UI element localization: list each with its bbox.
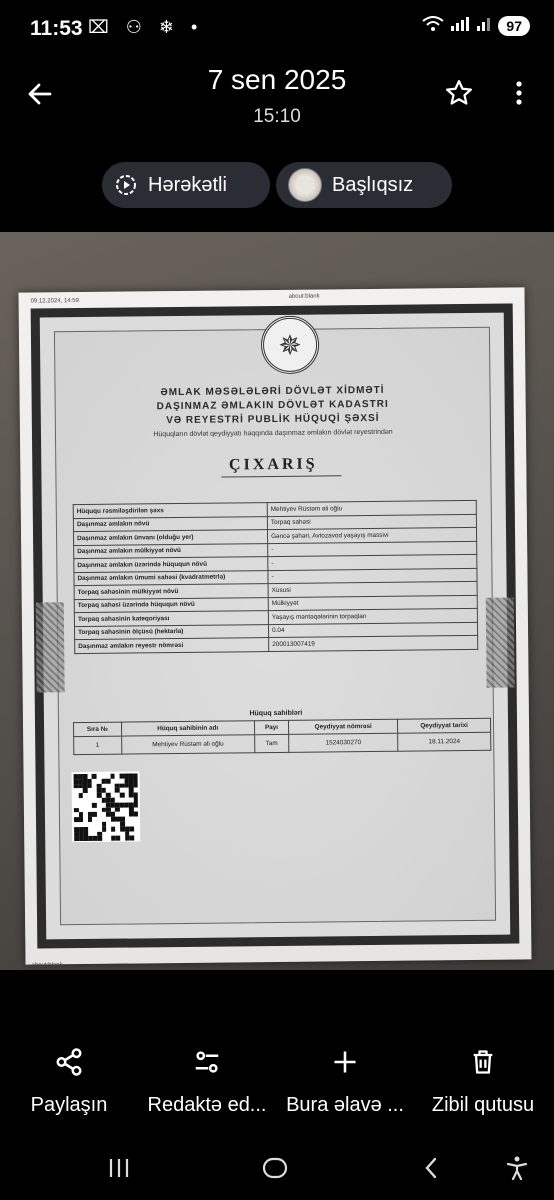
wifi-icon (422, 16, 444, 36)
qr-module (92, 803, 97, 808)
qr-code (72, 771, 141, 842)
owners-title: Hüquq sahibləri (249, 709, 303, 718)
album-chip-label: Başlıqsız (332, 173, 414, 196)
qr-module (129, 826, 134, 831)
print-source: about:blank (288, 293, 320, 300)
document-paper (18, 287, 531, 969)
qr-module (111, 826, 116, 831)
footer-source: about:blank (31, 962, 63, 969)
qr-module (79, 817, 84, 822)
org-line-2: DAŞINMAZ ƏMLAKIN DÖVLƏT KADASTRI (156, 398, 389, 413)
row-label: Daşınmaz əmlakın ünvanı (olduğu yer) (74, 530, 268, 546)
qr-module (97, 836, 102, 841)
qr-module (102, 827, 107, 832)
row-label: Torpaq sahəsi üzərində hüququn növü (74, 597, 268, 613)
top-bar (0, 58, 554, 148)
motion-chip[interactable] (102, 162, 270, 208)
row-label: Torpaq sahəsinin ölçüsü (hektarla) (74, 624, 268, 640)
qr-module (129, 836, 134, 841)
chevron-left-icon (422, 1156, 440, 1180)
recents-button[interactable] (94, 1148, 144, 1188)
home-icon (262, 1155, 288, 1181)
owner-no: 1 (74, 736, 122, 754)
more-options-button[interactable] (504, 74, 534, 112)
print-date: 09.12.2024, 14:59 (30, 298, 80, 305)
signal-icon-2 (476, 16, 492, 36)
owners-header-share: Payı (254, 720, 288, 734)
favorite-button[interactable] (440, 74, 478, 112)
row-label: Daşınmaz əmlakın ümumi sahəsi (kvadratmetrlə) (74, 570, 268, 586)
add-to-button[interactable] (276, 1040, 414, 1117)
qr-module (110, 774, 115, 779)
title-underline (221, 475, 341, 477)
action-bar (0, 1040, 554, 1130)
owners-header-no: Sıra № (74, 722, 122, 736)
star-outline-icon (444, 78, 474, 108)
status-time: 11:53 (30, 17, 83, 40)
home-button[interactable] (250, 1148, 300, 1188)
qr-module (133, 783, 138, 788)
qr-module (88, 817, 93, 822)
row-value: 0.04 (268, 622, 477, 638)
owners-header-regno: Qeydiyyat nömrəsi (289, 719, 398, 734)
motion-photo-icon (114, 173, 138, 197)
table-row (74, 732, 491, 754)
property-info-table (73, 500, 479, 654)
qr-module (134, 812, 139, 817)
org-line-3: VƏ REYESTRİ PUBLİK HÜQUQİ ŞƏXSİ (166, 412, 380, 427)
share-label: Paylaşın (30, 1094, 108, 1116)
photo-time: 15:10 (253, 106, 301, 127)
owner-share: Tam (254, 734, 288, 752)
row-label: Torpaq sahəsinin kateqoriyası (74, 611, 268, 627)
row-label: Daşınmaz əmlakın növü (73, 516, 267, 532)
trash-icon (469, 1047, 497, 1077)
document-body (54, 327, 496, 926)
row-value: Mehtiyev Rüstəm əli oğlu (267, 500, 476, 516)
motion-chip-label: Hərəkətli (148, 173, 227, 196)
plus-icon (331, 1048, 359, 1076)
notification-icons: ⌧ ⚇ ❄ • (88, 17, 204, 37)
org-subtitle: Hüquqların dövlət qeydiyyatı haqqında daşınmaz əmlakın dövlət reyestrindən (153, 428, 393, 439)
sliders-icon (192, 1047, 222, 1077)
qr-module (87, 784, 92, 789)
owner-name: Mehtiyev Rüstəm əli oğlu (121, 735, 254, 754)
row-value: 200013007419 (269, 635, 478, 651)
system-icons (422, 16, 530, 36)
qr-module (134, 802, 139, 807)
qr-module (115, 807, 120, 812)
accessibility-icon (505, 1155, 529, 1181)
ornament-left (36, 602, 65, 692)
owners-table (73, 718, 491, 755)
more-vertical-icon (515, 80, 523, 106)
trash-label: Zibil qutusu (431, 1094, 535, 1116)
qr-module (116, 836, 121, 841)
status-bar (0, 0, 554, 58)
qr-module (78, 793, 83, 798)
qr-module (120, 793, 125, 798)
qr-module (106, 779, 111, 784)
recents-icon (107, 1157, 131, 1179)
org-line-1: ƏMLAK MƏSƏLƏLƏRİ DÖVLƏT XİDMƏTİ (160, 384, 385, 399)
owner-reg-no: 1524030270 (289, 733, 398, 752)
share-button[interactable] (0, 1040, 138, 1117)
album-chip[interactable] (276, 162, 452, 208)
edit-label: Redaktə ed... (147, 1094, 267, 1116)
owner-reg-date: 18.11.2024 (398, 732, 491, 751)
accessibility-button[interactable] (492, 1148, 542, 1188)
owners-header-name: Hüquq sahibinin adı (121, 721, 254, 736)
photo-date: 7 sen 2025 (207, 64, 347, 95)
row-value: Torpaq sahəsi (267, 514, 476, 530)
state-emblem-icon: ✵ (261, 316, 320, 375)
system-nav-bar (0, 1140, 554, 1200)
qr-module (92, 812, 97, 817)
battery-level: 97 (498, 16, 530, 36)
row-value: - (268, 568, 477, 584)
row-label: Daşınmaz əmlakın mülkiyyət növü (74, 543, 268, 559)
row-value: Yaşayış məntəqələrinin torpaqları (268, 608, 477, 624)
share-icon (54, 1047, 84, 1077)
photo-viewer[interactable] (0, 232, 554, 970)
document-frame (31, 303, 520, 948)
add-to-label: Bura əlavə ... (286, 1094, 404, 1116)
album-thumbnail (288, 168, 322, 202)
trash-button[interactable] (414, 1040, 552, 1117)
qr-module (83, 788, 88, 793)
row-label: Hüququ rəsmiləşdirilən şəxs (73, 503, 267, 519)
row-label: Daşınmaz əmlakın reyestr nömrəsi (75, 638, 269, 654)
document-title: ÇIXARIŞ (228, 455, 318, 474)
row-value: - (268, 554, 477, 570)
row-value: Xüsusi (268, 581, 477, 597)
qr-module (92, 774, 97, 779)
row-value: - (268, 541, 477, 557)
table-row (75, 635, 478, 653)
row-value: Mülkiyyət (268, 595, 477, 611)
back-nav-button[interactable] (406, 1148, 456, 1188)
row-label: Daşınmaz əmlakın üzərində hüququn növü (74, 557, 268, 573)
owners-header-regdate: Qeydiyyat tarixi (398, 718, 491, 733)
ornament-right (486, 597, 515, 687)
edit-button[interactable] (138, 1040, 276, 1117)
signal-icon (450, 16, 470, 36)
row-value: Gəncə şəhəri, Avtozavod yaşayış massivi (267, 527, 476, 543)
row-label: Torpaq sahəsinin mülkiyyət növü (74, 584, 268, 600)
